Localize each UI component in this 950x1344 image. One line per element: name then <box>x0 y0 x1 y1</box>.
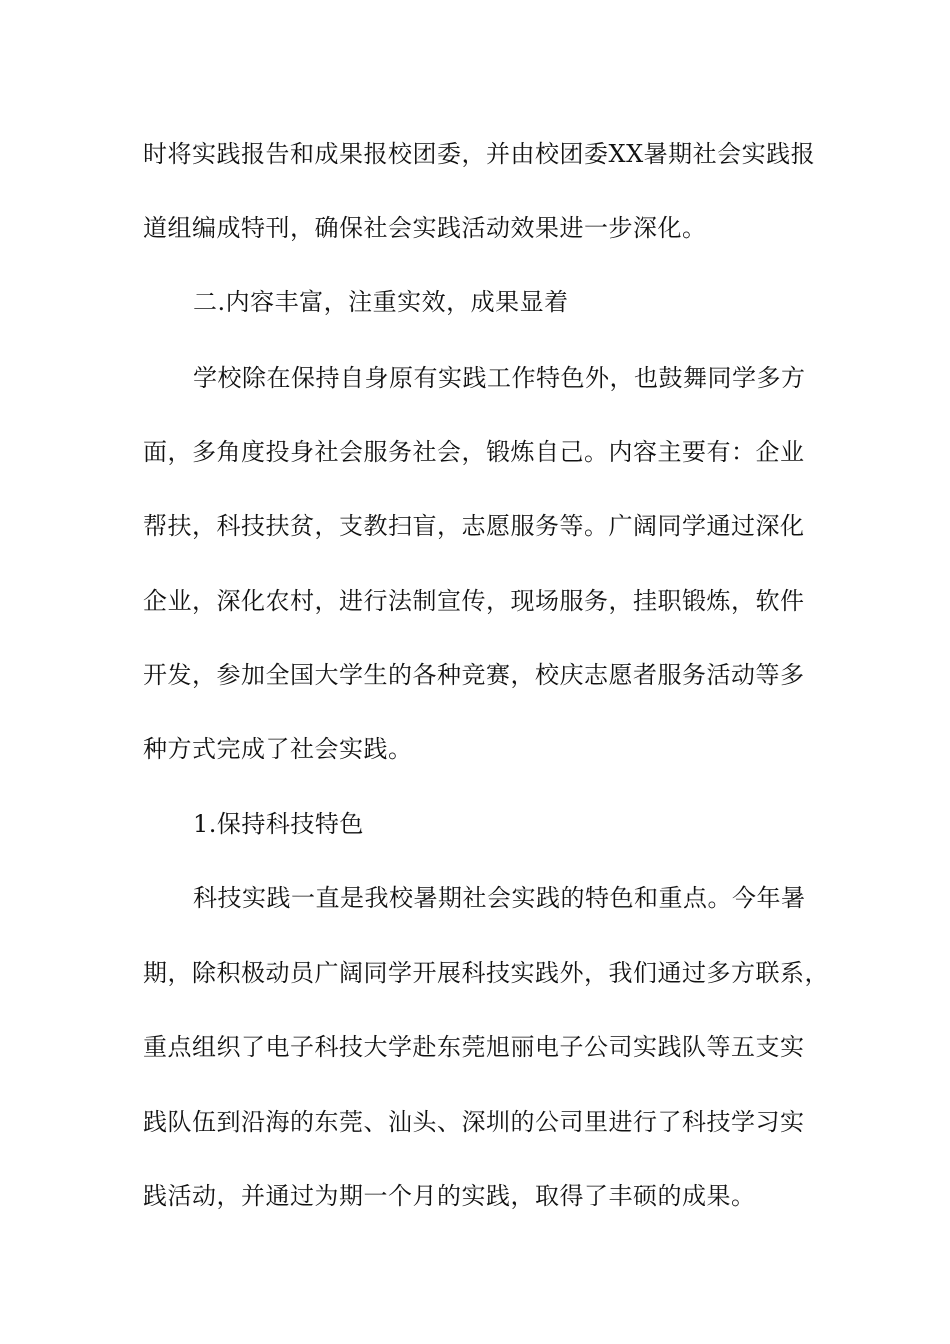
paragraph-line: 践队伍到沿海的东莞、汕头、深圳的公司里进行了科技学习实 <box>143 1108 805 1136</box>
paragraph-line: 种方式完成了社会实践。 <box>143 735 413 763</box>
paragraph-line: 时将实践报告和成果报校团委，并由校团委XX暑期社会实践报 <box>143 140 816 168</box>
paragraph-line: 开发，参加全国大学生的各种竞赛，校庆志愿者服务活动等多 <box>143 661 805 689</box>
subsection-heading: 1.保持科技特色 <box>193 810 364 838</box>
paragraph-line: 道组编成特刊，确保社会实践活动效果进一步深化。 <box>143 214 707 242</box>
paragraph-line: 企业，深化农村，进行法制宣传，现场服务，挂职锻炼，软件 <box>143 587 805 615</box>
paragraph-line: 学校除在保持自身原有实践工作特色外，也鼓舞同学多方 <box>193 364 806 392</box>
paragraph-line: 期，除积极动员广阔同学开展科技实践外，我们通过多方联系， <box>143 959 829 987</box>
section-heading: 二.内容丰富，注重实效，成果显着 <box>193 288 569 316</box>
paragraph-line: 帮扶，科技扶贫，支教扫盲，志愿服务等。广阔同学通过深化 <box>143 512 805 540</box>
paragraph-line: 重点组织了电子科技大学赴东莞旭丽电子公司实践队等五支实 <box>143 1033 805 1061</box>
paragraph-line: 践活动，并通过为期一个月的实践，取得了丰硕的成果。 <box>143 1182 756 1210</box>
paragraph-line: 面，多角度投身社会服务社会，锻炼自己。内容主要有：企业 <box>143 438 805 466</box>
paragraph-line: 科技实践一直是我校暑期社会实践的特色和重点。今年暑 <box>193 884 806 912</box>
